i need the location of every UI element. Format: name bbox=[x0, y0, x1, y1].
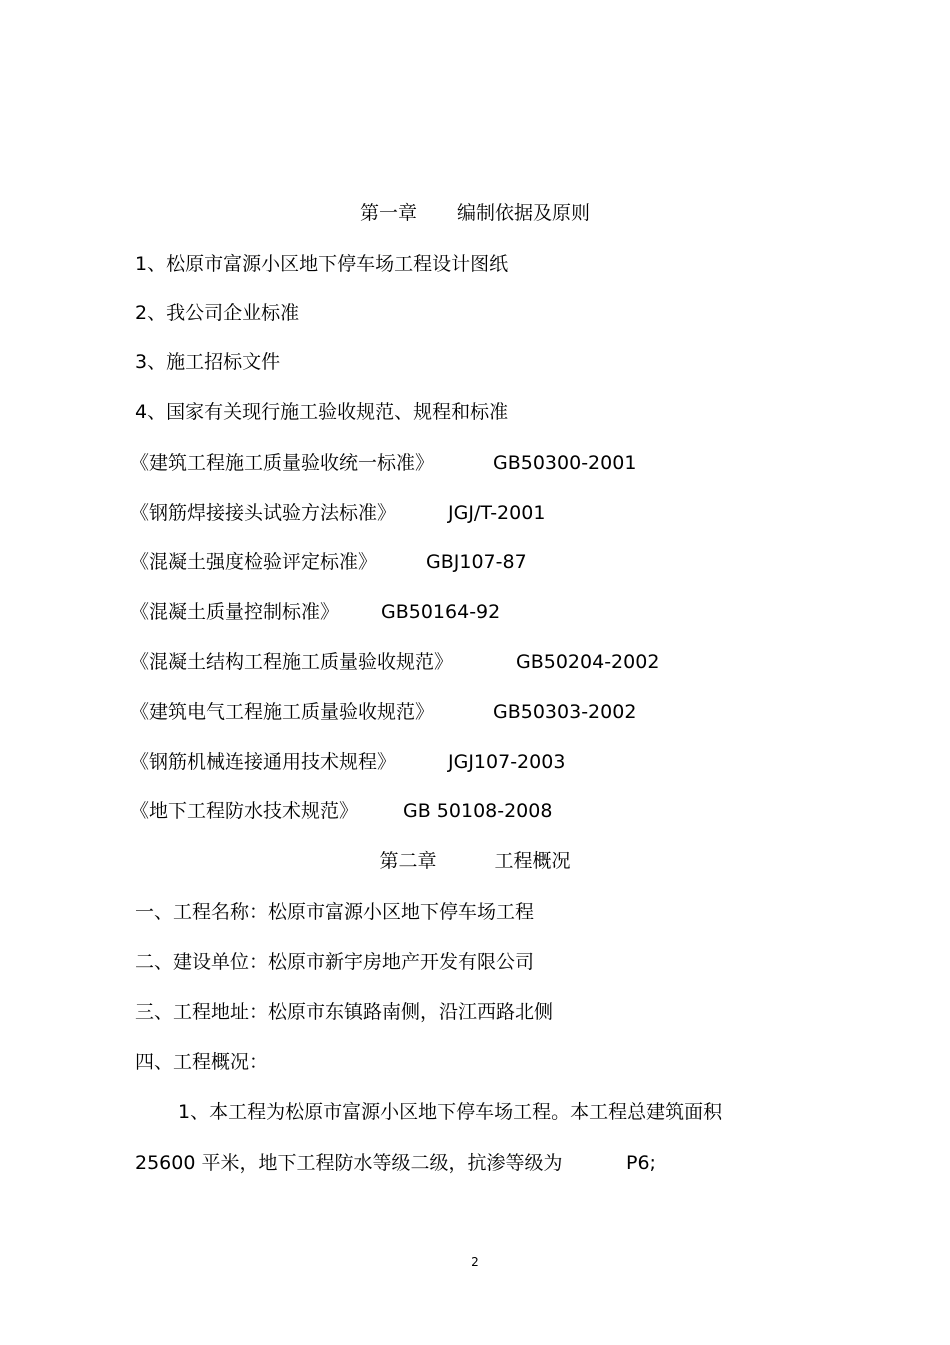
standard-item bbox=[130, 600, 501, 624]
standard-code: GBJ107-87 bbox=[426, 551, 527, 573]
standard-name: 《地下工程防水技术规范》 bbox=[130, 800, 359, 822]
standard-item bbox=[130, 451, 637, 475]
basis-item-3: 3、施工招标文件 bbox=[135, 351, 281, 373]
project-name: 一、工程名称：松原市富源小区地下停车场工程 bbox=[135, 901, 535, 923]
standard-name: 《建筑工程施工质量验收统一标准》 bbox=[130, 452, 435, 474]
standard-code: GB50204-2002 bbox=[516, 651, 660, 673]
construction-unit: 二、建设单位：松原市新宇房地产开发有限公司 bbox=[135, 951, 535, 973]
overview-text: 25600 平米，地下工程防水等级二级，抗渗等级为 bbox=[135, 1152, 563, 1174]
basis-item-1: 1、松原市富源小区地下停车场工程设计图纸 bbox=[135, 253, 509, 275]
standard-name: 《钢筋焊接接头试验方法标准》 bbox=[130, 502, 397, 524]
chapter-1-title bbox=[0, 201, 950, 225]
standard-item bbox=[130, 750, 566, 774]
standard-name: 《钢筋机械连接通用技术规程》 bbox=[130, 751, 397, 773]
standard-item bbox=[130, 550, 527, 574]
standard-name: 《建筑电气工程施工质量验收规范》 bbox=[130, 701, 435, 723]
page-number: 2 bbox=[471, 1255, 479, 1269]
chapter-2-number: 第二章 bbox=[379, 850, 437, 872]
standard-code: GB50303-2002 bbox=[493, 701, 637, 723]
basis-item-4: 4、国家有关现行施工验收规范、规程和标准 bbox=[135, 401, 509, 423]
chapter-1-heading: 编制依据及原则 bbox=[457, 202, 591, 224]
overview-paragraph-line-1: 1、本工程为松原市富源小区地下停车场工程。本工程总建筑面积 bbox=[178, 1101, 723, 1123]
standard-item bbox=[130, 501, 546, 525]
standard-code: JGJ107-2003 bbox=[448, 751, 566, 773]
project-overview-heading: 四、工程概况： bbox=[135, 1051, 269, 1073]
chapter-2-heading: 工程概况 bbox=[494, 850, 571, 872]
standard-item bbox=[130, 700, 637, 724]
standard-code: JGJ/T-2001 bbox=[448, 502, 546, 524]
standard-name: 《混凝土强度检验评定标准》 bbox=[130, 551, 378, 573]
chapter-1-number: 第一章 bbox=[359, 202, 417, 224]
impermeability-grade: P6; bbox=[626, 1152, 656, 1174]
basis-item-2: 2、我公司企业标准 bbox=[135, 302, 300, 324]
standard-item bbox=[130, 650, 660, 674]
standard-name: 《混凝土质量控制标准》 bbox=[130, 601, 340, 623]
standard-code: GB50164-92 bbox=[381, 601, 501, 623]
overview-paragraph-line-2 bbox=[135, 1151, 656, 1175]
standard-code: GB50300-2001 bbox=[493, 452, 637, 474]
standard-code: GB 50108-2008 bbox=[403, 800, 553, 822]
standard-item bbox=[130, 799, 553, 823]
project-address: 三、工程地址：松原市东镇路南侧，沿江西路北侧 bbox=[135, 1001, 554, 1023]
chapter-2-title bbox=[0, 849, 950, 873]
standard-name: 《混凝土结构工程施工质量验收规范》 bbox=[130, 651, 454, 673]
